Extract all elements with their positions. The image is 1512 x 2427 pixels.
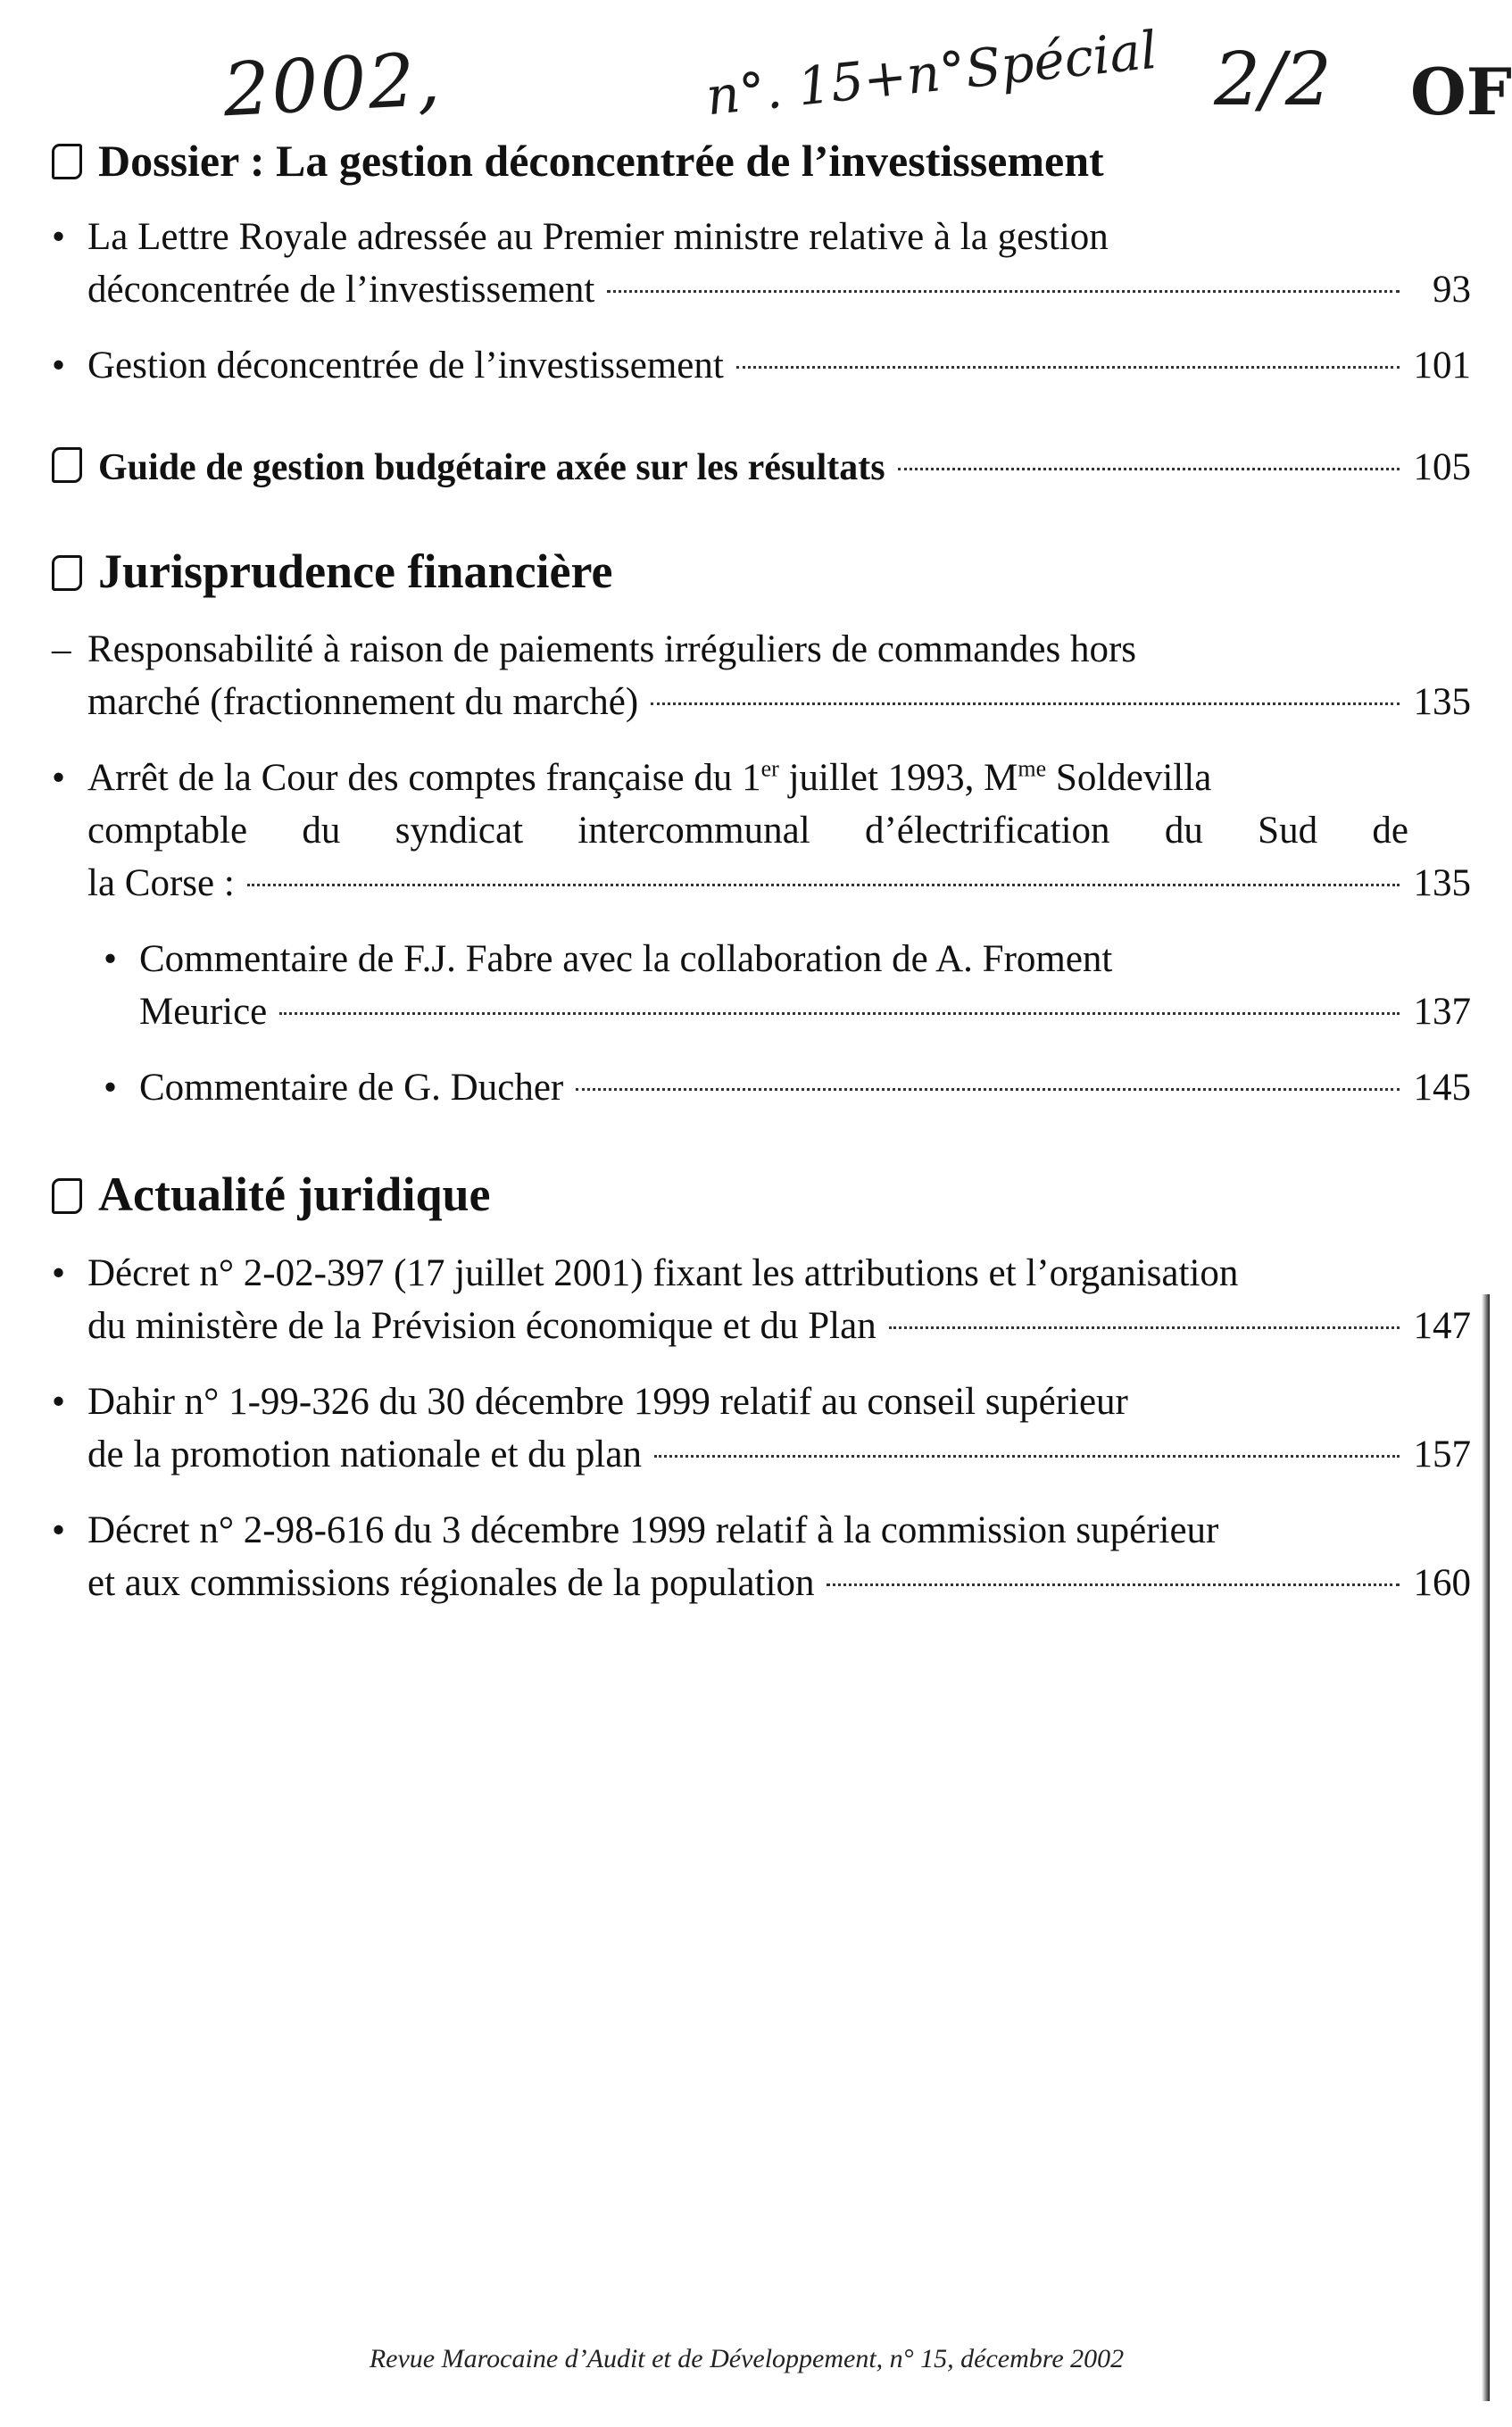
entry-line: et aux commissions régionales de la population (87, 1562, 815, 1605)
page-number: 135 (1413, 862, 1471, 905)
page-number: 93 (1433, 269, 1471, 311)
superscript: me (1018, 756, 1047, 783)
toc-entry[interactable] (52, 1504, 1471, 1609)
entry-line: Meurice (139, 991, 268, 1034)
page-number: 137 (1413, 991, 1471, 1034)
entry-text: juillet 1993, M (778, 757, 1018, 800)
section-dossier (52, 134, 1471, 392)
checkbox-square-icon (52, 447, 82, 483)
section-jurisprudence (52, 543, 1471, 1115)
section-title (52, 543, 1471, 601)
page-number: 135 (1413, 681, 1471, 724)
entry-text: Arrêt de la Cour des comptes française du 1 (87, 757, 761, 800)
section-title (52, 444, 1471, 491)
dot-leader (651, 702, 1400, 705)
entry-line: déconcentrée de l’investissement (87, 269, 595, 311)
page-number: 160 (1413, 1562, 1471, 1605)
section-title-text: Actualité juridique (98, 1168, 491, 1222)
handwritten-part: 2/2 (1214, 37, 1332, 122)
checkbox-square-icon (52, 555, 82, 591)
dot-leader (827, 1583, 1400, 1586)
section-guide[interactable] (52, 444, 1471, 491)
entry-line: Dahir n° 1-99-326 du 30 décembre 1999 relatif au conseil supérieur (87, 1381, 1128, 1424)
dot-leader (654, 1455, 1400, 1458)
bullet-icon: • (104, 1067, 118, 1110)
bullet-icon: • (104, 938, 118, 981)
scan-edge-shadow (1482, 1294, 1490, 2401)
section-title-text: Dossier : La gestion déconcentrée de l’investissement (98, 136, 1104, 186)
page-number: 101 (1413, 345, 1471, 386)
entry-text: Soldevilla (1046, 757, 1212, 800)
handwritten-year: 2002, (220, 37, 444, 134)
page-number: 147 (1413, 1305, 1471, 1348)
bullet-icon: • (52, 1252, 66, 1295)
page-number: 157 (1413, 1434, 1471, 1476)
entry-line (87, 752, 1471, 804)
table-of-contents (52, 134, 1471, 1661)
toc-entry[interactable] (52, 1247, 1471, 1352)
entry-line: Gestion déconcentrée de l’investissement (87, 345, 724, 386)
section-title-text: Jurisprudence financière (98, 544, 613, 598)
toc-entry[interactable] (52, 339, 1471, 392)
entry-line: du ministère de la Prévision économique et du Plan (87, 1305, 876, 1348)
dot-leader (898, 468, 1400, 470)
checkbox-square-icon (52, 1178, 82, 1214)
toc-entry[interactable] (52, 1376, 1471, 1481)
toc-entry[interactable] (52, 623, 1471, 728)
entry-line: Commentaire de G. Ducher (139, 1067, 564, 1110)
section-title (52, 1166, 1471, 1224)
entry-line: marché (fractionnement du marché) (87, 681, 639, 724)
toc-subentry[interactable] (104, 933, 1471, 1038)
handwritten-code: OF (1410, 54, 1512, 129)
handwritten-issue: n°. 15+n°Spécial (702, 19, 1160, 128)
entry-line: Responsabilité à raison de paiements irréguliers de commandes hors (87, 628, 1137, 671)
bullet-icon: • (52, 757, 66, 800)
dot-leader (279, 1012, 1400, 1015)
toc-entry[interactable] (52, 752, 1471, 910)
page-number: 105 (1413, 446, 1471, 488)
entry-line: de la promotion nationale et du plan (87, 1434, 642, 1476)
bullet-icon: • (52, 1509, 66, 1552)
superscript: er (760, 756, 779, 783)
page-number: 145 (1413, 1067, 1471, 1110)
entry-line: Décret n° 2-02-397 (17 juillet 2001) fixant les attributions et l’organisation (87, 1252, 1239, 1295)
dot-leader (889, 1326, 1400, 1329)
entry-line: Décret n° 2-98-616 du 3 décembre 1999 relatif à la commission supérieur (87, 1509, 1219, 1552)
toc-subentry[interactable] (104, 1061, 1471, 1114)
bullet-icon: • (52, 1381, 66, 1424)
dot-leader (576, 1088, 1400, 1091)
dot-leader (736, 366, 1400, 369)
toc-entry[interactable] (52, 211, 1471, 316)
bullet-icon: • (52, 216, 66, 258)
dot-leader (607, 290, 1400, 293)
entry-line: la Corse : (87, 862, 235, 905)
entry-line: comptable du syndicat intercommunal d’électrification du Sud de (87, 810, 1408, 852)
bullet-icon: • (52, 345, 66, 386)
section-title (52, 134, 1471, 187)
page-footer: Revue Marocaine d’Audit et de Développement, n° 15, décembre 2002 (369, 2344, 1125, 2373)
entry-line: La Lettre Royale adressée au Premier ministre relative à la gestion (87, 216, 1109, 258)
dash-icon: – (52, 628, 71, 671)
entry-line: Commentaire de F.J. Fabre avec la collaboration de A. Froment (139, 938, 1113, 981)
section-actualite-juridique (52, 1166, 1471, 1609)
handwritten-annotation (196, 18, 1512, 134)
checkbox-square-icon (52, 144, 82, 179)
dot-leader (247, 884, 1400, 886)
section-title-text: Guide de gestion budgétaire axée sur les résultats (98, 447, 885, 488)
